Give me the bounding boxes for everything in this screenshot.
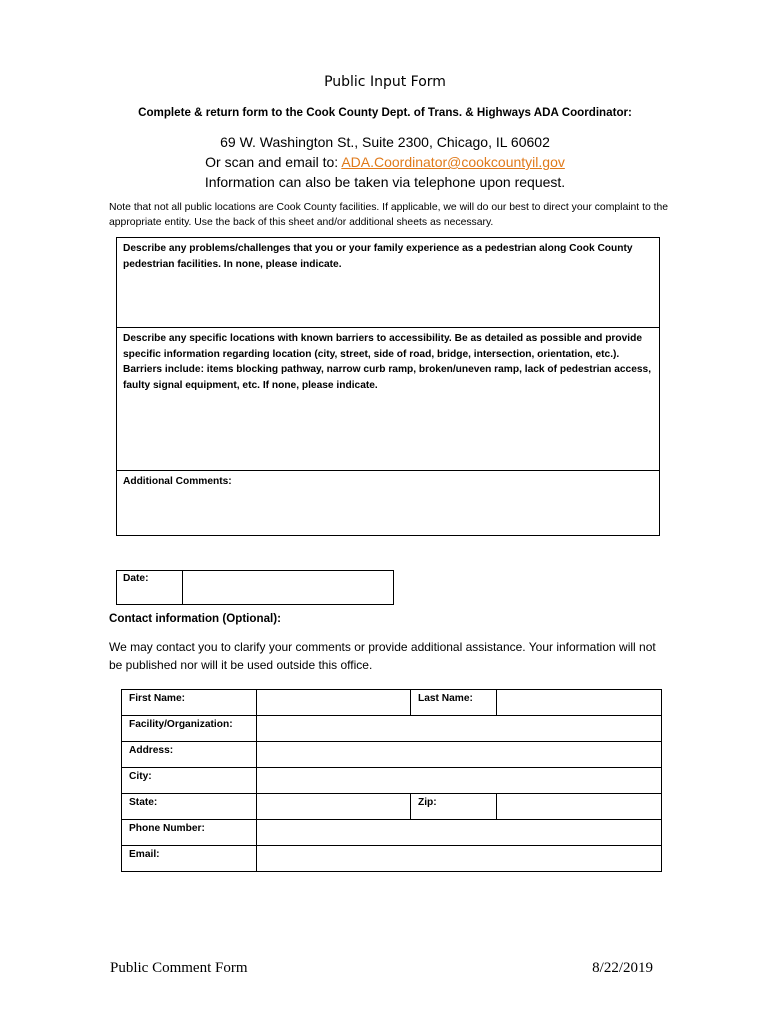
city-input[interactable] (257, 768, 662, 794)
locations-prompt: Describe any specific locations with known barriers to accessibility. Be as detailed as possible and provide specific information regarding location (city, street, side of road, bridge, intersection, orientation, etc.). Barriers include: items blocking pathway, narrow curb ramp, broken/uneven ramp, lack of pedestrian access, faulty signal equipment, etc. If none, please indicate. (123, 333, 652, 391)
page-title: Public Input Form (324, 74, 446, 90)
locations-answer-area[interactable] (123, 393, 653, 423)
table-row (122, 820, 662, 846)
zip-label: Zip: (411, 794, 497, 820)
facility-label: Facility/Organization: (122, 716, 257, 742)
last-name-input[interactable] (497, 690, 662, 716)
phone-input[interactable] (257, 820, 662, 846)
state-label: State: (122, 794, 257, 820)
problems-prompt: Describe any problems/challenges that you or your family experience as a pedestrian along Cook County pedestrian facilities. In none, please indicate. (123, 243, 633, 270)
state-input[interactable] (257, 794, 411, 820)
date-field-box (116, 570, 394, 605)
city-label: City: (122, 768, 257, 794)
facility-input[interactable] (257, 716, 662, 742)
contact-table (121, 689, 662, 872)
locations-section[interactable] (117, 328, 659, 471)
additional-comments-section[interactable] (117, 471, 659, 535)
table-row (122, 768, 662, 794)
description-box (116, 237, 660, 536)
contact-description: We may contact you to clarify your comments or provide additional assistance. Your information will not be published nor will it be used outside this office. (109, 640, 656, 672)
email-label: Email: (122, 846, 257, 872)
footer-form-name: Public Comment Form (110, 960, 248, 976)
problems-section[interactable] (117, 238, 659, 328)
phone-instruction: Information can also be taken via telephone upon request. (204, 174, 566, 190)
table-row (122, 846, 662, 872)
problems-answer-area[interactable] (123, 272, 653, 302)
phone-label: Phone Number: (122, 820, 257, 846)
table-row (122, 794, 662, 820)
facilities-note: Note that not all public locations are Cook County facilities. If applicable, we will do our best to direct your complaint to the appropriate entity. Use the back of this sheet and/or additional sheets as necessary. (109, 202, 669, 228)
additional-comments-answer-area[interactable] (123, 490, 653, 520)
last-name-label: Last Name: (411, 690, 497, 716)
email-prefix: Or scan and email to: (205, 154, 342, 170)
address-input[interactable] (257, 742, 662, 768)
additional-comments-label: Additional Comments: (123, 476, 232, 487)
table-row (122, 690, 662, 716)
first-name-label: First Name: (122, 690, 257, 716)
date-label: Date: (117, 571, 183, 604)
coordinator-email-link[interactable]: ADA.Coordinator@cookcountyil.gov (341, 154, 565, 170)
zip-input[interactable] (497, 794, 662, 820)
footer-date: 8/22/2019 (592, 960, 653, 976)
first-name-input[interactable] (257, 690, 411, 716)
email-input[interactable] (257, 846, 662, 872)
table-row (122, 716, 662, 742)
form-subtitle: Complete & return form to the Cook County Dept. of Trans. & Highways ADA Coordinator: (138, 106, 632, 119)
mailing-address: 69 W. Washington St., Suite 2300, Chicago, IL 60602 (220, 134, 550, 150)
contact-heading: Contact information (Optional): (109, 612, 281, 625)
address-label: Address: (122, 742, 257, 768)
table-row (122, 742, 662, 768)
date-input[interactable] (183, 571, 393, 604)
email-instruction (0, 154, 770, 170)
